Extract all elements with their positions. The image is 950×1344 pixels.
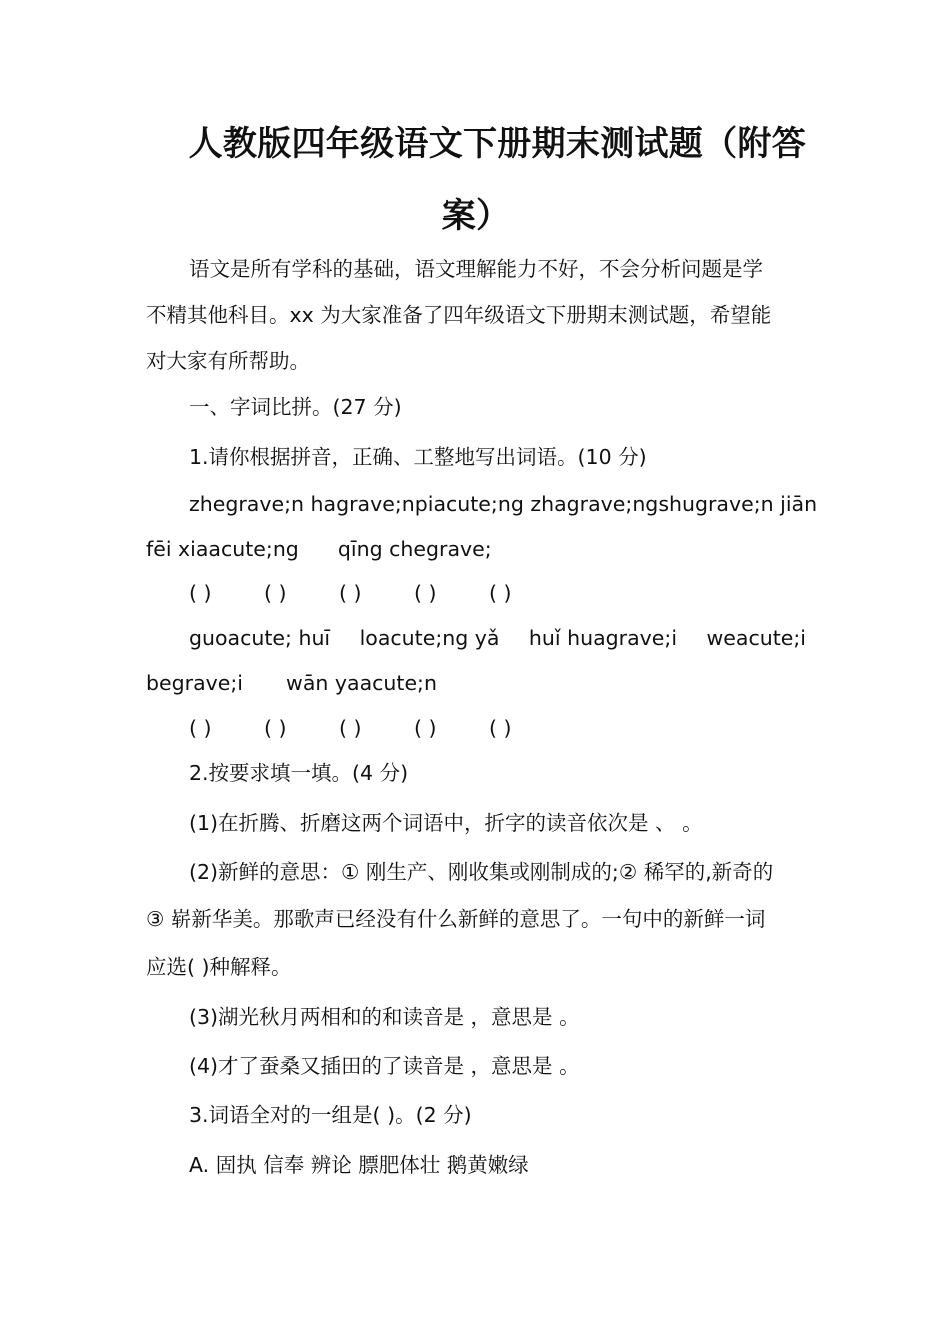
answer-blank[interactable]: ( ) [489,716,512,740]
pinyin-item: guoacute; huī [189,626,331,650]
question-2-part-2-line-1: (2)新鲜的意思：① 刚生产、刚收集或刚制成的;② 稀罕的,新奇的 [189,860,774,884]
answer-blank[interactable]: ( ) [339,716,362,740]
pinyin-row-1a [146,481,818,527]
answer-blank[interactable]: ( ) [264,581,287,605]
section-heading-1: 一、字词比拼。(27 分) [189,395,402,419]
pinyin-item: begrave;i [146,671,243,695]
pinyin-item: weacute;i [706,626,806,650]
answer-blank[interactable]: ( ) [414,716,437,740]
question-1: 1.请你根据拼音，正确、工整地写出词语。(10 分) [189,445,647,469]
pinyin-row-2b [146,660,806,706]
question-2: 2.按要求填一填。(4 分) [189,761,409,785]
pinyin-row-2a [146,615,806,661]
intro-line-3: 对大家有所帮助。 [146,349,310,373]
pinyin-item: loacute;ng yǎ [359,626,500,650]
answer-blank[interactable]: ( ) [189,581,212,605]
answer-blanks-row-2 [146,705,806,751]
pinyin-item: fēi xiaacute;ng [146,537,299,561]
pinyin-item: huǐ huagrave;i [528,626,678,650]
pinyin-item: qīng chegrave; [337,537,492,561]
question-2-part-1: (1)在折腾、折磨这两个词语中，折字的读音依次是 、 。 [189,811,703,835]
document-title-line2: 案） [441,196,511,236]
answer-blank[interactable]: ( ) [414,581,437,605]
question-3: 3.词语全对的一组是( )。(2 分) [189,1103,472,1127]
document-title-line1: 人教版四年级语文下册期末测试题（附答 [188,124,806,164]
pinyin-item: shugrave;n jiān [658,492,818,516]
question-2-part-2-line-2: ③ 崭新华美。那歌声已经没有什么新鲜的意思了。一句中的新鲜一词 [146,907,766,931]
answer-blank[interactable]: ( ) [264,716,287,740]
pinyin-item: zhegrave;n hagrave;n [189,492,415,516]
question-3-option-a: A. 固执 信奉 辨论 膘肥体壮 鹅黄嫩绿 [189,1153,529,1177]
answer-blanks-row-1 [146,570,806,616]
question-2-part-4: (4)才了蚕桑又插田的了读音是 ，意思是 。 [189,1054,580,1078]
question-2-part-2-line-3: 应选( )种解释。 [146,955,292,979]
pinyin-item: piacute;ng zhagrave;ng [414,492,659,516]
pinyin-item: wān yaacute;n [286,671,437,695]
intro-line-1: 语文是所有学科的基础，语文理解能力不好，不会分析问题是学 [189,257,763,281]
intro-line-2: 不精其他科目。xx 为大家准备了四年级语文下册期末测试题，希望能 [146,303,772,327]
answer-blank[interactable]: ( ) [189,716,212,740]
question-2-part-3: (3)湖光秋月两相和的和读音是 ，意思是 。 [189,1005,580,1029]
answer-blank[interactable]: ( ) [489,581,512,605]
pinyin-row-1b [146,526,806,572]
answer-blank[interactable]: ( ) [339,581,362,605]
